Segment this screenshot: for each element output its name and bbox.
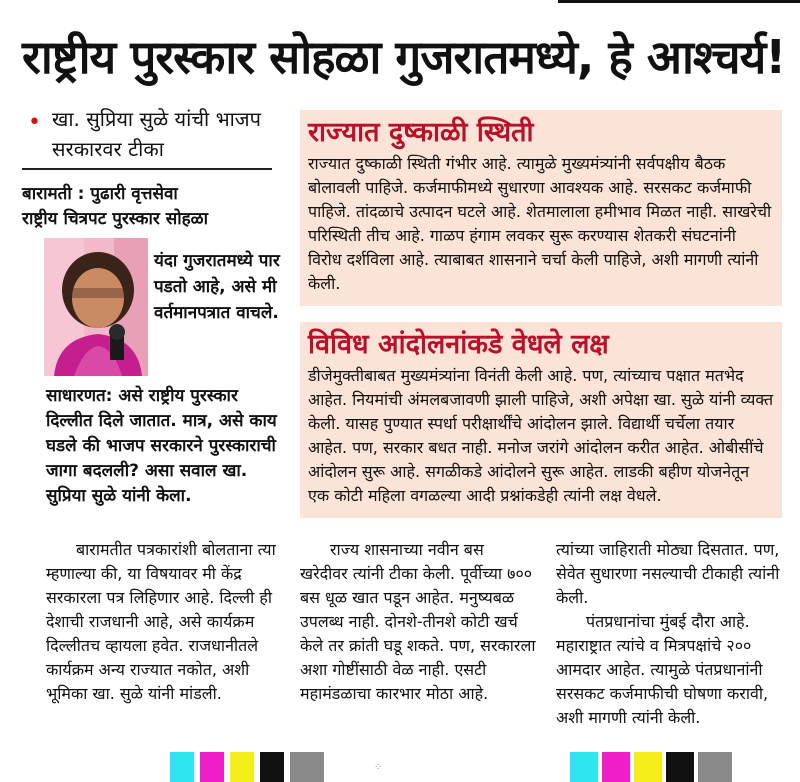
body-right bbox=[556, 538, 782, 730]
print-mark-yellow bbox=[230, 752, 254, 782]
subhead-text: खा. सुप्रिया सुळे यांची भाजप सरकारवर टीका bbox=[52, 107, 262, 161]
print-mark-magenta bbox=[200, 752, 224, 782]
portrait-photo bbox=[44, 238, 148, 376]
lede-continued: साधारणत: असे राष्ट्रीय पुरस्कार दिल्लीत दिले जातात. मात्र, असे काय घडले की भाजप सरकारने पुरस्काराची जागा बदलली? असा सवाल खा. सुप्रिया सुळे यांनी केला. bbox=[46, 386, 277, 506]
body-right-para-1: त्यांच्या जाहिराती मोठ्या दिसतात. पण, सेवेत सुधारणा नसल्याची टीकाही त्यांनी केली. bbox=[556, 540, 780, 607]
lede bbox=[22, 182, 286, 232]
subhead bbox=[22, 104, 284, 164]
photo-caption: यंदा गुजरातमध्ये पार पडतो आहे, असे मी वर्तमानपत्रात वाचले. bbox=[154, 251, 280, 323]
registration-mark-icon: ⁘ bbox=[374, 762, 383, 773]
print-mark-gray bbox=[290, 752, 324, 782]
infobox-drought-text: राज्यात दुष्काळी स्थिती गंभीर आहे. त्यामुळे मुख्यमंत्र्यांनी सर्वपक्षीय बैठक बोलावली पाहिजे. कर्जमाफीमध्ये सुधारणा आवश्यक आहे. सरसकट कर्जमाफी पाहिजे. तांदळाचे उत्पादन घटले आहे. शेतमालाला हमीभाव मिळत नाही. साखरेची परिस्थिती तीच आहे. गाळप हंगाम लवकर सुरू करण्यास शेतकरी संघटनांनी विरोध दर्शविला आहे. त्याबाबत शासनाने चर्चा केली पाहिजे, अशी मागणी त्यांनी केली. bbox=[308, 154, 772, 293]
infobox-drought bbox=[300, 110, 782, 306]
print-mark-yellow-2 bbox=[634, 752, 662, 782]
body-right-para-2: पंतप्रधानांचा मुंबई दौरा आहे. महाराष्ट्रात त्यांचे व मित्रपक्षांचे २०० आमदार आहेत. त्यामुळे पंतप्रधानांनी सरसकट कर्जमाफीची घोषणा करावी, अशी मागणी त्यांनी केली. bbox=[556, 612, 769, 727]
lede-line: राष्ट्रीय चित्रपट पुरस्कार सोहळा bbox=[22, 209, 208, 229]
print-mark-black bbox=[260, 752, 284, 782]
infobox-agitations-text: डीजेमुक्तीबाबत मुख्यमंत्र्यांना विनंती केली आहे. पण, त्यांच्याच पक्षात मतभेद आहेत. नियमांची अंमलबजावणी झाली पाहिजे, अशी अपेक्षा खा. सुळे यांनी व्यक्त केली. यासह पुण्यात स्पर्धा परीक्षार्थींचे आंदोलन झाले. विद्यार्थी चर्चेला तयार आहेत. पण, सरकार बधत नाही. मनोज जरांगे आंदोलन करीत आहेत. ओबीसींचे आंदोलन सुरू आहे. सगळीकडे आंदोलने सुरू आहेत. लाडकी बहीण योजनेतून एक कोटी महिला वगळल्या आदी प्रश्नांकडेही त्यांनी लक्ष वेधले. bbox=[308, 366, 774, 505]
top-rule bbox=[558, 0, 800, 3]
print-mark-black-2 bbox=[666, 752, 694, 782]
print-mark-gray-2 bbox=[698, 752, 732, 782]
infobox-agitations bbox=[300, 322, 782, 518]
headline: राष्ट्रीय पुरस्कार सोहळा गुजरातमध्ये, हे आश्चर्य! bbox=[22, 30, 786, 84]
infobox-agitations-title: विविध आंदोलनांकडे वेधले लक्ष bbox=[308, 329, 609, 360]
print-mark-cyan bbox=[170, 752, 194, 782]
dateline: बारामती : पुढारी वृत्तसेवा bbox=[22, 184, 178, 204]
print-mark-magenta-2 bbox=[602, 752, 630, 782]
body-left: बारामतीत पत्रकारांशी बोलताना त्या म्हणाल्या की, या विषयावर मी केंद्र सरकारला पत्र लिहिणार आहे. दिल्ली ही देशाची राजधानी आहे, असे कार्यक्रम दिल्लीतच व्हायला हवेत. राजधानीतले कार्यक्रम अन्य राज्यात नकोत, अशी भूमिका खा. सुळे यांनी मांडली. bbox=[46, 540, 276, 703]
subhead-block bbox=[22, 104, 284, 164]
print-mark-cyan-2 bbox=[570, 752, 598, 782]
bullet-icon: • bbox=[28, 110, 41, 135]
infobox-drought-title: राज्यात दुष्काळी स्थिती bbox=[308, 117, 534, 148]
subhead-divider bbox=[22, 168, 272, 170]
body-middle: राज्य शासनाच्या नवीन बस खरेदीवर त्यांनी टीका केली. पूर्वीच्या ७०० बस धूळ खात पडून आहेत. मनुष्यबळ उपलब्ध नाही. दोनशे-तीनशे कोटी खर्च केले तर क्रांती घडू शकते. पण, सरकारला अशा गोष्टींसाठी वेळ नाही. एसटी महामंडळाचा कारभार मोठा आहे. bbox=[300, 540, 536, 703]
